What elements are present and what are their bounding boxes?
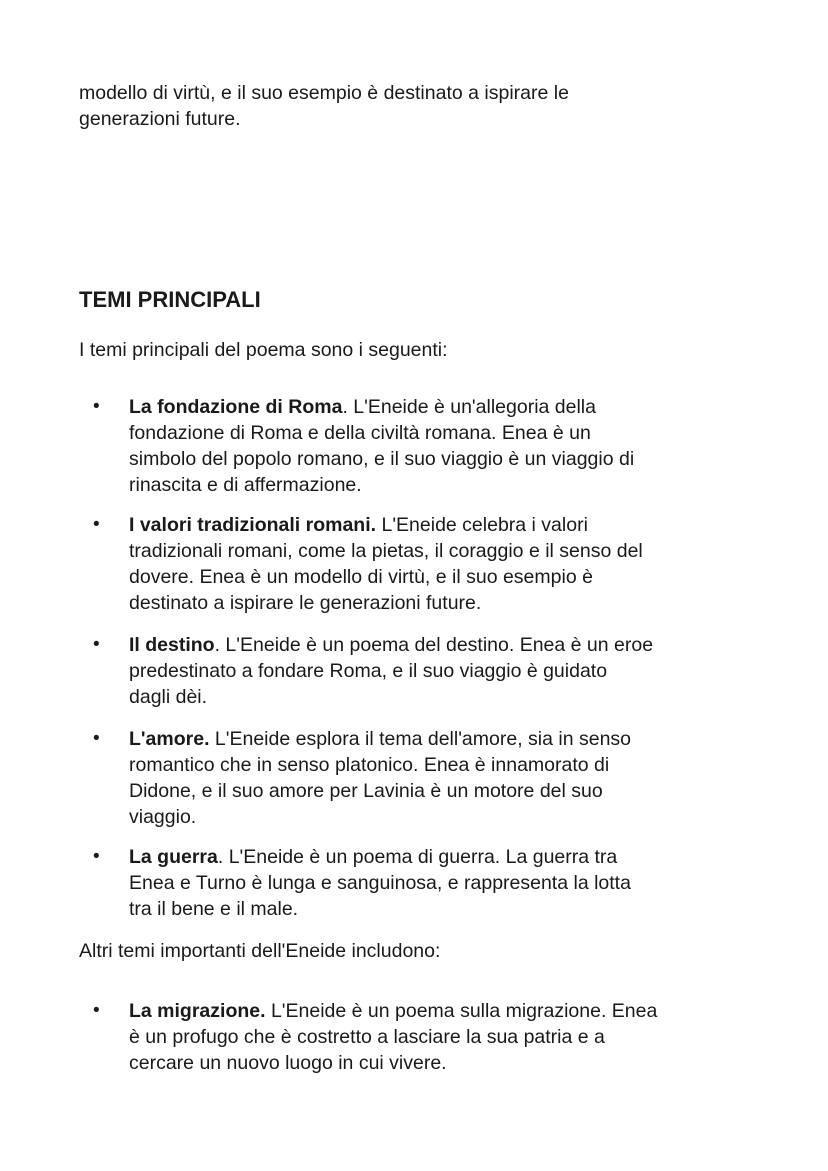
bullet-icon: • xyxy=(93,846,100,867)
text-line: rinascita e di affermazione. xyxy=(129,474,362,496)
text-line: simbolo del popolo romano, e il suo viaggio è un viaggio di xyxy=(129,448,635,470)
text-line: predestinato a fondare Roma, e il suo viaggio è guidato xyxy=(129,660,608,682)
item-text: . L'Eneide è un'allegoria della xyxy=(342,396,596,418)
text-line: Didone, e il suo amore per Lavinia è un motore del suo xyxy=(129,780,603,802)
text-line: viaggio. xyxy=(129,806,197,828)
bullet-icon: • xyxy=(93,1000,100,1021)
text-line: tra il bene e il male. xyxy=(129,898,299,920)
text-line: è un profugo che è costretto a lasciare la sua patria e a xyxy=(129,1026,605,1048)
item-title: Il destino xyxy=(129,634,215,656)
list-item xyxy=(93,726,632,830)
text-line: Enea e Turno è lunga e sanguinosa, e rappresenta la lotta xyxy=(129,872,631,894)
text-line: generazioni future. xyxy=(79,108,241,130)
text-line xyxy=(129,844,631,870)
list-item xyxy=(93,998,658,1076)
bullet-icon: • xyxy=(93,634,100,655)
list-item xyxy=(93,844,631,922)
text-line: cercare un nuovo luogo in cui vivere. xyxy=(129,1052,447,1074)
other-lead-paragraph: Altri temi importanti dell'Eneide includono: xyxy=(79,940,441,962)
item-text: L'Eneide esplora il tema dell'amore, sia in senso xyxy=(209,728,632,750)
text-line xyxy=(129,512,643,538)
bullet-icon: • xyxy=(93,396,100,417)
list-item xyxy=(93,394,635,498)
text-line: dagli dèi. xyxy=(129,686,208,708)
item-title: La fondazione di Roma xyxy=(129,396,343,418)
item-title: L'amore. xyxy=(129,728,210,750)
text-line: fondazione di Roma e della civiltà romana. Enea è un xyxy=(129,422,591,444)
item-title: La guerra xyxy=(129,846,218,868)
text-line xyxy=(129,394,634,420)
item-text: L'Eneide è un poema sulla migrazione. Enea xyxy=(265,1000,658,1022)
intro-paragraph xyxy=(79,80,569,132)
text-line xyxy=(129,726,631,752)
text-line xyxy=(129,998,657,1024)
text-line xyxy=(129,632,653,658)
lead-paragraph: I temi principali del poema sono i seguenti: xyxy=(79,339,448,361)
item-text: . L'Eneide è un poema di guerra. La guerra tra xyxy=(217,846,618,868)
section-heading: TEMI PRINCIPALI xyxy=(79,287,261,312)
text-line: dovere. Enea è un modello di virtù, e il suo esempio è xyxy=(129,566,593,588)
bullet-icon: • xyxy=(93,728,100,749)
item-title: I valori tradizionali romani. xyxy=(129,514,377,536)
item-text: . L'Eneide è un poema del destino. Enea è un eroe xyxy=(214,634,654,656)
text-line: modello di virtù, e il suo esempio è destinato a ispirare le xyxy=(79,82,569,104)
item-text: L'Eneide celebra i valori xyxy=(376,514,588,536)
text-line: tradizionali romani, come la pietas, il coraggio e il senso del xyxy=(129,540,643,562)
list-item xyxy=(93,512,643,616)
list-item xyxy=(93,632,654,710)
item-title: La migrazione. xyxy=(129,1000,266,1022)
text-line: destinato a ispirare le generazioni future. xyxy=(129,592,482,614)
text-line: romantico che in senso platonico. Enea è innamorato di xyxy=(129,754,610,776)
bullet-icon: • xyxy=(93,514,100,535)
